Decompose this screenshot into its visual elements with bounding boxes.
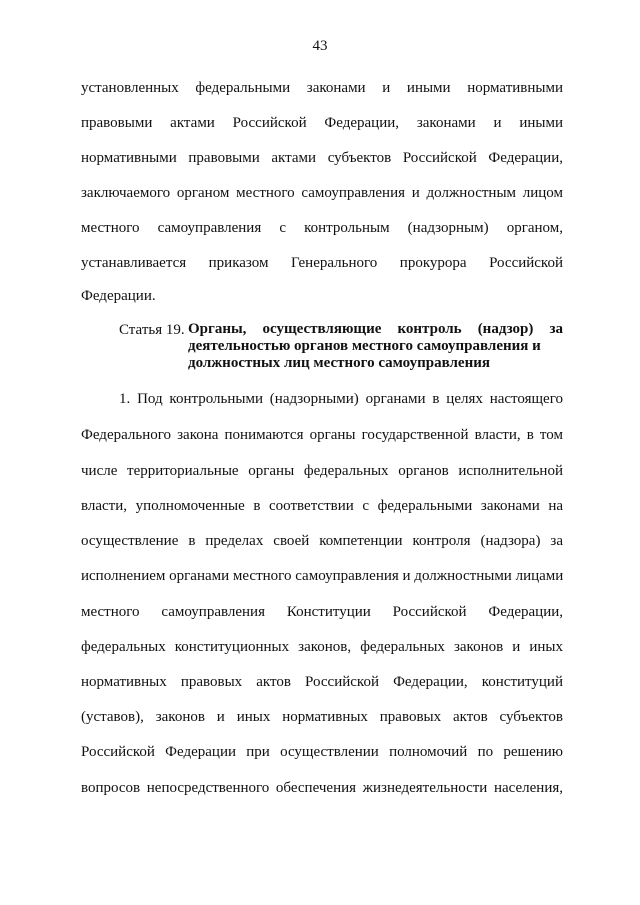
paragraph-1-line-1: установленных федеральными законами и иными нормативными [81,80,563,96]
article-title-line-3: должностных лиц местного самоуправления [188,355,490,371]
paragraph-1-line-6: устанавливается приказом Генерального прокурора Российской [81,255,563,271]
paragraph-2-line-5: осуществление в пределах своей компетенции контроля (надзора) за [81,533,563,549]
paragraph-2-line-12: вопросов непосредственного обеспечения жизнедеятельности населения, [81,780,563,796]
paragraph-2-line-10: (уставов), законов и иных нормативных правовых актов субъектов [81,709,563,725]
paragraph-2-line-1: 1. Под контрольными (надзорными) органами в целях настоящего [119,391,563,407]
paragraph-2-line-8: федеральных конституционных законов, федеральных законов и иных [81,639,563,655]
paragraph-1-line-5: местного самоуправления с контрольным (надзорным) органом, [81,220,563,236]
page-number: 43 [312,38,328,54]
article-title-line-1: Органы, осуществляющие контроль (надзор) за [188,321,563,337]
paragraph-1-line-2: правовыми актами Российской Федерации, законами и иными [81,115,563,131]
paragraph-2-line-6: исполнением органами местного самоуправления и должностными лицами [81,568,564,584]
paragraph-1-line-3: нормативными правовыми актами субъектов Российской Федерации, [81,150,563,166]
article-title-line-2: деятельностью органов местного самоуправления и [188,338,541,354]
paragraph-2-line-11: Российской Федерации при осуществлении полномочий по решению [81,744,563,760]
paragraph-2-line-2: Федерального закона понимаются органы государственной власти, в том [81,427,563,443]
paragraph-2-line-9: нормативных правовых актов Российской Федерации, конституций [81,674,563,690]
paragraph-1-line-7: Федерации. [81,288,156,304]
paragraph-2-line-4: власти, уполномоченные в соответствии с федеральными законами на [81,498,563,514]
paragraph-1-line-4: заключаемого органом местного самоуправления и должностным лицом [81,185,563,201]
paragraph-2-line-3: числе территориальные органы федеральных органов исполнительной [81,463,563,479]
article-label: Статья 19. [119,322,185,338]
paragraph-2-line-7: местного самоуправления Конституции Российской Федерации, [81,604,563,620]
